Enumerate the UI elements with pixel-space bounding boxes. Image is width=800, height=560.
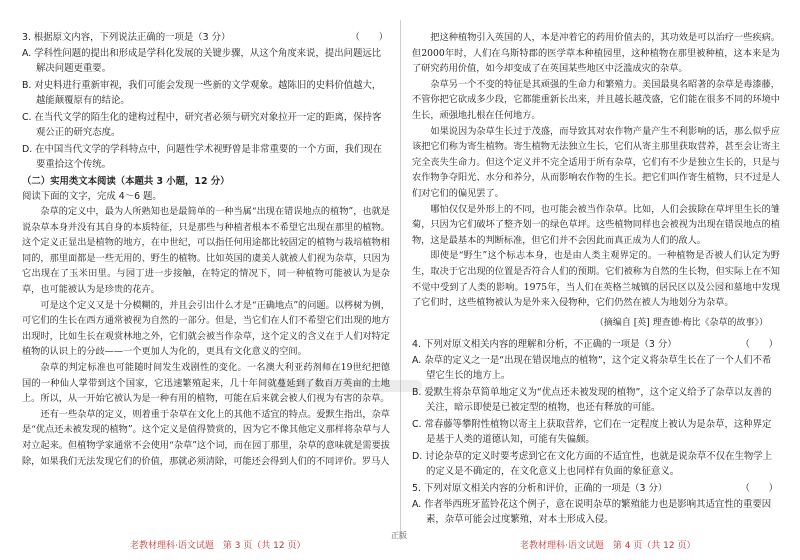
option-c: C. 在当代文学的陌生化的建构过程中，研究者必须与研究对象拉开一定的距离，保持客观公正的研究态度。 [22, 112, 382, 138]
answer-paren: （ ） [740, 338, 778, 350]
option-d: D. 在中国当代文学的学科特点中，问题性学术视野曾是非常重要的一个方面，我们现在要重拾这个传统。 [22, 144, 383, 170]
reading-instruction: 阅读下面的文字，完成 4～6 题。 [22, 191, 162, 202]
column-divider [400, 20, 401, 540]
answer-paren: （ ） [350, 32, 388, 43]
question-4-stem [412, 337, 780, 352]
center-mark: 正版 [391, 531, 407, 540]
passage-paragraph: 杂草另一个不变的特征是其顽强的生命力和繁殖力。美国最臭名昭著的杂草是毒漆藤，不管你把它砍成多少段，它都能重新长出来，并且越长越茂盛，它们能在很多不同的环境中生长，顽强地扎根在任何地方。 [412, 78, 780, 121]
option-d: D. 讨论杂草的定义时要考虑到它在文化方面的不适宜性，也就是说杂草不仅在生物学上的定义是不确定的，在文化意义上也同样有负面的象征意义。 [412, 450, 773, 477]
passage-paragraph: 还有一些杂草的定义，则着重于杂草在文化上的其他不适宜的特点。爱默生指出，杂草是“优点还未被发现的植物”。这个定义是值得赞赏的，因为它不像其他定义那样将杂草与人对立起来。但植物学家通常不会使用“杂草”这个词，而在园丁那里，杂草的意味就是需要拔除，如果我们无法发现它们的价值，那就必须清除，可能还会得到人们的不同评价。罗马人 [22, 408, 390, 467]
question-4-text: 4. 下列对原文相关内容的理解和分析，不正确的一项是（3 分） [412, 338, 677, 350]
passage-paragraph: 杂草的定义中，最为人所熟知也是最简单的一种当属“出现在错误地点的植物”，也就是说杂草本身并没有其自身的本质特征，只是那些与种植者根本不希望它出现在那里的植物。这个定义正显出是植物的地方，在中世纪，可以指任何用途都比较固定的植物与栽培植物相同的，那里面都是一些无用的、野生的植物。比如英国的虞美人就被人们视为杂草，只因为它出现在了玉米田里。与园丁进一步接触，在特定的情况下，同一种植物可能被认为是杂草，也可能被认为是珍贵的花卉。 [22, 206, 390, 295]
passage-paragraph: 如果说因为杂草生长过于茂盛，而导致其对农作物产量产生不利影响的话，那么似乎应该把它们称为寄生植物。寄生植物无法独立生长，它们从寄主那里获取营养，甚至会让寄主完全丧失生命力。但这个定义并不完全适用于所有杂草，它们有不少是独立生长的，只是与农作物争夺阳光、水分和养分，从而影响农作物的生长。把它们叫作寄生植物，只不过是人们对它们的偏见罢了。 [412, 125, 780, 199]
passage-paragraph: 可是这个定义又是十分模糊的，并且会引出什么才是“正确地点”的问题。以梣树为例，可它们的生长在西方通常被视为自然的一部分。但是，当它们在人们不希望它们出现的地方出现时，比如生长在观赏林地之外，它们就会被当作杂草，这个定义的含义在于人们对特定植物的认识上的分歧——一个更加人为化的，更具有文化意义的空间。 [22, 299, 390, 358]
question-5-text: 5. 下列对原文相关内容的分析和评价，正确的一项是（3 分） [412, 482, 668, 494]
section-heading: （二）实用类文本阅读（本题共 3 小题，12 分） [22, 176, 230, 187]
option-b: B. 爱默生将杂草简单地定义为“优点还未被发现的植物”，这个定义给予了杂草以友善的关注，暗示即使是已被定型的植物，也还有释放的可能。 [412, 386, 772, 413]
option-b: B. 对史料进行重新审视，我们可能会发现一些新的文学观象。越陈旧的史料价值越大，越能颠覆原有的结论。 [22, 80, 382, 106]
page-footer-right: 老教材理科·语文试题 第 4 页（共 12 页） [520, 541, 696, 551]
option-c: C. 常春藤等攀附性植物以寄主上获取营养，它们在一定程度上被认为是杂草，这种界定是基于人类的道德认知，可能有失偏颇。 [412, 418, 772, 445]
right-column [412, 30, 780, 529]
passage-paragraph: 哪怕仅仅是外形上的不同，也可能会被当作杂草。比如，人们会拔除在草坪里生长的雏菊，只因为它们破坏了整齐划一的绿色草坪。这些植物同样也会被视为出现在错误地点的植物，这是最基本的判断标准，但它们并不会因此而真正成为人们的敌人。 [412, 203, 780, 246]
source-citation: （摘编自 [英] 理查德·梅比《杂草的故事》） [594, 317, 768, 328]
passage-paragraph: 杂草的判定标准也可能随时间发生戏剧性的变化。一名澳大利亚药剂师在19世纪把德国的一种仙人掌带到这个国家，它迅速繁殖起来，几十年间就蔓延到了数百万英亩的土地上。所以，从一开始它被认为是一种有用的植物，可能在后来就会被人们视为有害的杂草。 [22, 361, 390, 405]
question-5-stem [412, 481, 780, 496]
passage-paragraph: 即使是“野生”这个标志本身，也是由人类主观界定的。一种植物是否被人们认定为野生，取决于它出现的位置是否符合人们的预期。它们被称为自然的生长物，但实际上在不知不觉中受到了人类的影响。1975年，当人们在英格兰城镇的居民区以及公园和墓地中发现了它们时，这些植物被认为是外来入侵物种，它们仍然在被人为地划分为杂草。 [412, 250, 780, 309]
option-a: A. 学科性问题的提出和形成是学科化发展的关键步骤，从这个角度来说，提出问题远比解决问题更重要。 [22, 48, 382, 74]
answer-paren: （ ） [740, 482, 778, 494]
question-3-stem [22, 30, 390, 45]
page-footer-left: 老教材理科·语文试题 第 3 页（共 12 页） [130, 541, 306, 551]
option-a: A. 杂草的定义之一是“出现在错误地点的植物”，这个定义将杂草生长在了一个人们不希望它生长的地方上。 [412, 354, 772, 381]
passage-paragraph: 把这种植物引入英国的人，本是冲着它的药用价值去的，其功效是可以治疗一些疾病。但2000年时，人们在乌斯特郡的医学草本种植园里，这种植物在那里被种植，这本来是为了研究药用价值，如今却变成了在英国某些地区中泛滥成灾的杂草。 [412, 32, 780, 75]
option-a: A. 作者举西班牙蓝铃花这个例子，意在说明杂草的繁殖能力也是影响其适宜性的重要因素，杂草可能会过度繁殖，对本土形成入侵。 [412, 498, 772, 525]
left-column [22, 30, 390, 469]
question-3-text: 3. 根据原文内容，下列说法正确的一项是（3 分） [22, 32, 231, 43]
